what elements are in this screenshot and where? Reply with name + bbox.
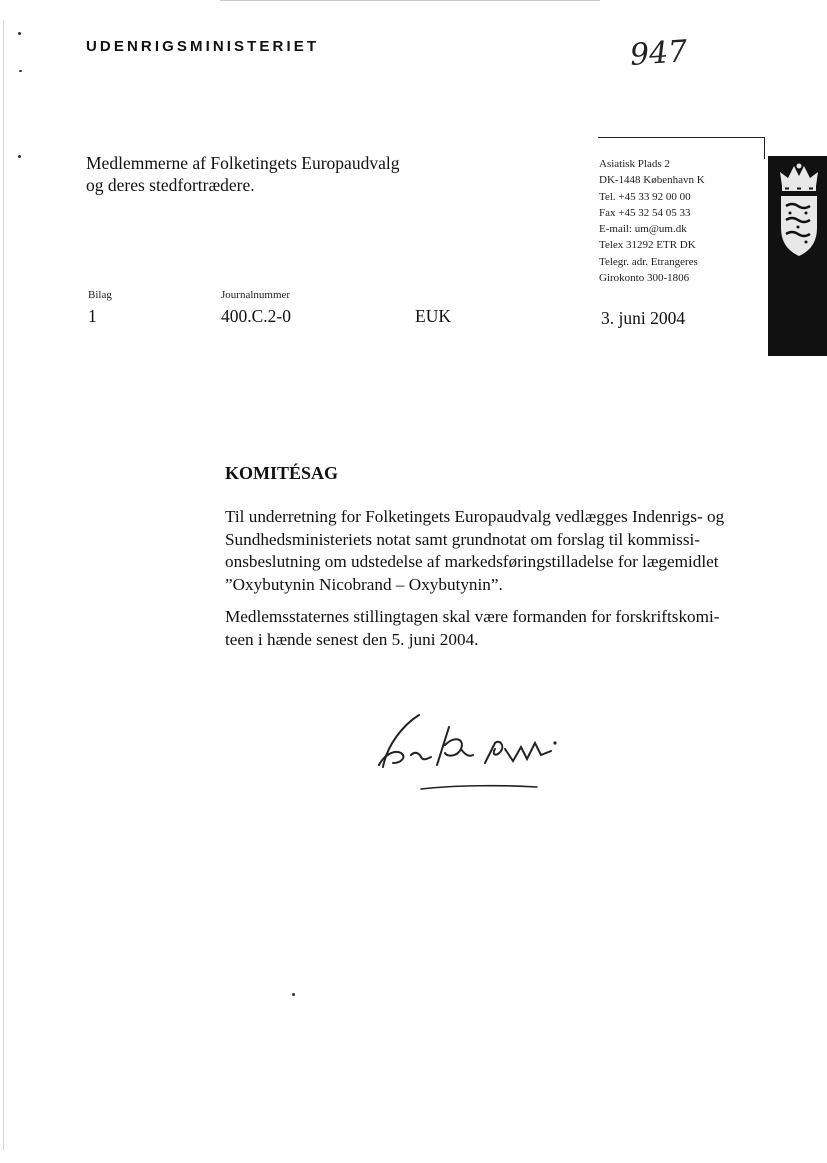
recipient-block [86,152,399,196]
address-line: Fax +45 32 54 05 33 [599,206,691,219]
body-paragraph [225,606,745,651]
address-block [599,156,705,286]
scan-speck [19,70,22,72]
letter-date: 3. juni 2004 [601,308,686,328]
bilag-value: 1 [88,306,97,326]
address-line: Telegr. adr. Etrangeres [599,255,698,268]
subject-heading: KOMITÉSAG [225,463,339,483]
body-line: onsbeslutning om udstedelse af markedsføringstilladelse for lægemidlet [225,552,719,571]
scan-speck [18,32,21,35]
scan-speck [292,993,295,996]
scan-speck [18,155,21,158]
royal-crest-icon [776,162,822,258]
office-code: EUK [415,306,451,326]
body-line: ”Oxybutynin Nicobrand – Oxybutynin”. [225,574,503,594]
handwritten-signature [365,705,605,805]
page-edge [220,0,600,1]
address-line: DK-1448 København K [599,174,705,187]
address-line: Girokonto 300-1806 [599,272,690,285]
address-line: Asiatisk Plads 2 [599,158,670,170]
address-line: Tel. +45 33 92 00 00 [599,190,691,203]
handwritten-number: 947 [628,34,689,73]
bilag-label: Bilag [88,289,112,301]
address-line: Telex 31292 ETR DK [599,239,696,252]
journal-label: Journalnummer [221,289,291,301]
body-paragraph [225,506,745,596]
recipient-line: og deres stedfortrædere. [86,175,255,195]
recipient-line: Medlemmerne af Folketingets Europaudvalg [86,153,400,173]
address-rule [598,137,764,138]
body-line: Til underretning for Folketingets Europaudvalg vedlægges Indenrigs- og [225,507,725,526]
body-line: Medlemsstaternes stillingtagen skal være formanden for forskriftskomi- [225,607,720,626]
address-line: E-mail: um@um.dk [599,223,687,236]
scan-edge-line [3,20,4,1150]
journal-number: 400.C.2-0 [221,306,291,326]
body-line: teen i hænde senest den 5. juni 2004. [225,629,479,649]
address-rule [764,137,765,159]
ministry-name: UDENRIGSMINISTERIET [86,38,320,55]
body-line: Sundhedsministeriets notat samt grundnotat om forslag til kommissi- [225,529,701,549]
